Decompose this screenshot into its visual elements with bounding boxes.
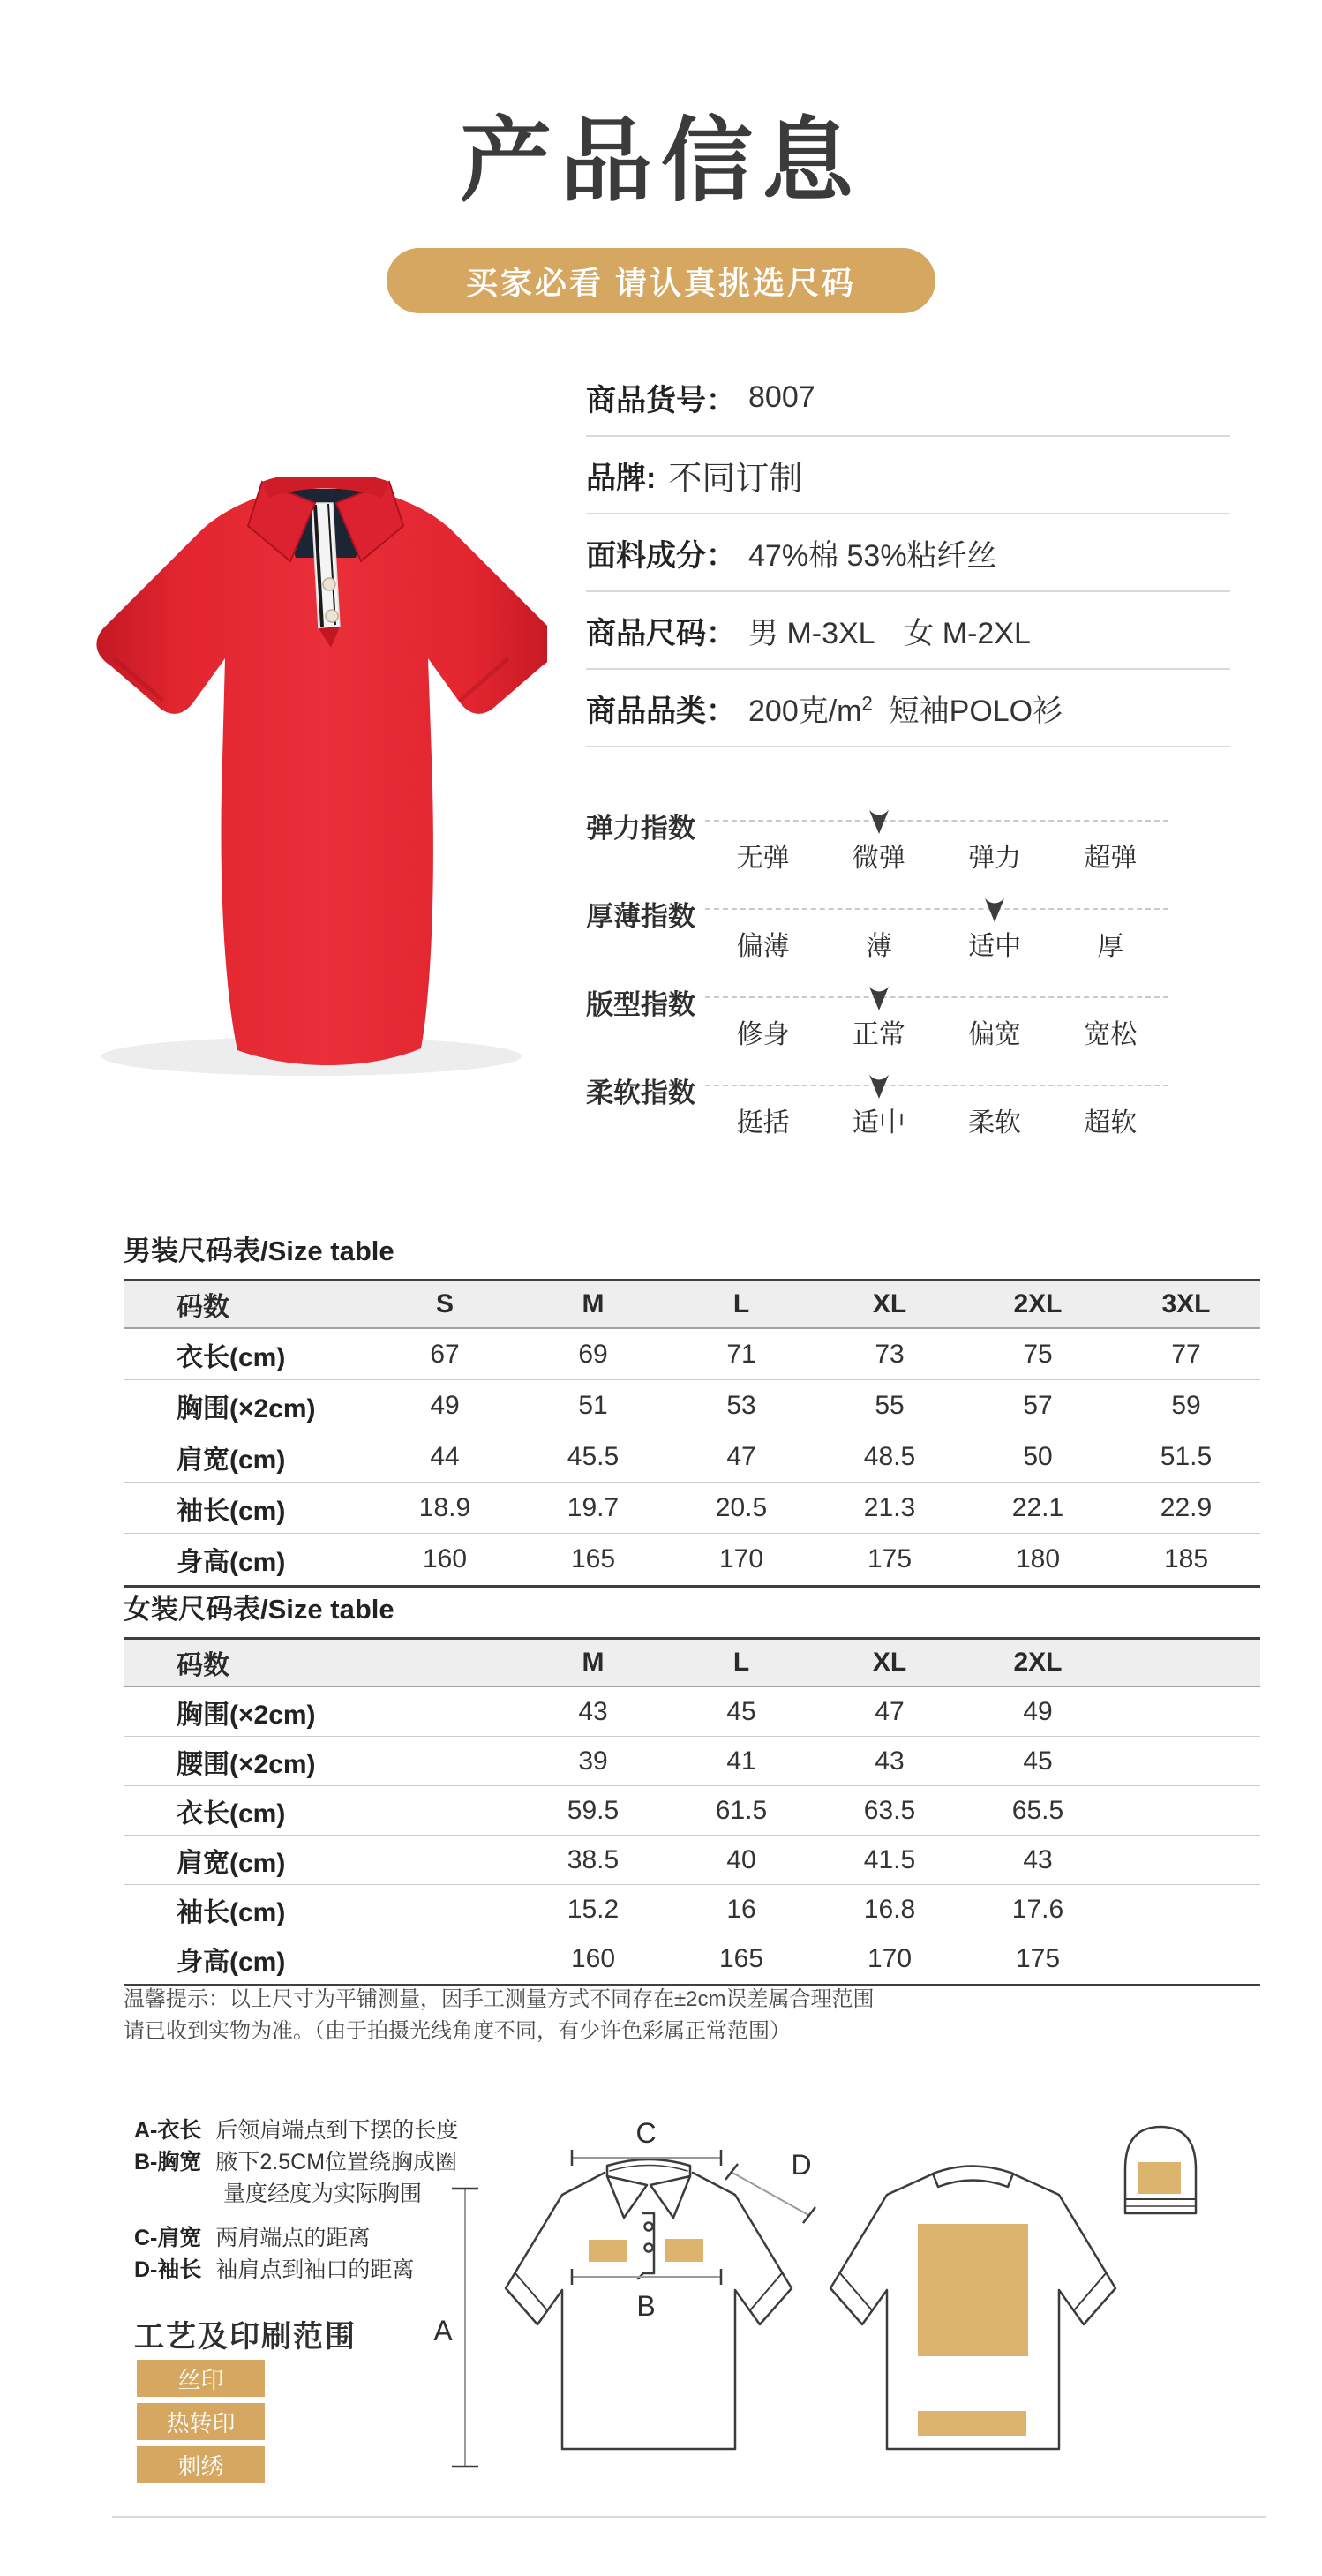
table-row [124,1534,1260,1585]
table-cell: 40 [726,1844,756,1874]
table-header-row [124,1640,1260,1687]
column-header: S [435,1289,454,1318]
diagram-label-a: A [433,2315,453,2347]
index-group-fit [586,965,1168,1053]
info-label: 商品尺码： [586,616,736,650]
table-cell: 15.2 [567,1894,620,1924]
index-option: 弹力 [968,844,1022,873]
row-label: 肩宽(cm) [177,1848,286,1878]
table-cell: 57 [1023,1390,1053,1420]
index-option: 柔软 [968,1108,1022,1138]
index-dashed-track [705,996,1168,998]
arrow-down-icon [984,897,1005,923]
page-title: 产品信息 [459,110,862,213]
table-cell: 175 [867,1544,913,1573]
table-row [124,1836,1260,1885]
column-header: L [732,1289,750,1318]
table-row [124,1786,1260,1836]
table-cell: 45 [726,1696,756,1726]
measurement-diagram [406,2100,1322,2515]
arrow-down-icon [868,1073,890,1100]
index-option: 挺括 [736,1108,790,1138]
info-row-brand [586,437,1230,514]
index-label: 柔软指数 [586,1078,695,1108]
table-row [124,1885,1260,1934]
row-label: 肩宽(cm) [177,1445,286,1475]
index-option: 宽松 [1084,1020,1138,1049]
index-option: 适中 [968,932,1022,961]
column-header: XL [872,1648,907,1677]
product-info-panel [586,359,1230,747]
table-cell: 55 [875,1390,905,1420]
table-cell: 45 [1023,1746,1053,1776]
table-cell: 17.6 [1011,1894,1064,1924]
polo-shirt-photo-illustration [75,477,547,1090]
notice-banner-text: 买家必看 请认真挑选尺码 [465,264,856,301]
men-size-table-title: 男装尺码表/Size table [124,1235,394,1266]
table-cell: 19.7 [567,1492,620,1522]
table-cell: 20.5 [715,1492,768,1522]
table-cell: 50 [1023,1441,1053,1471]
index-group-elasticity [586,788,1168,876]
index-option: 偏薄 [736,932,790,961]
table-cell: 160 [422,1544,468,1573]
table-cell: 43 [875,1746,905,1776]
arrow-down-icon [868,985,890,1011]
bottom-divider [112,2516,1266,2518]
info-label: 商品货号： [586,383,736,417]
table-row [124,1934,1260,1984]
table-cell: 65.5 [1011,1795,1064,1825]
index-option: 修身 [736,1020,790,1049]
table-cell: 21.3 [863,1492,916,1522]
index-dashed-track [705,908,1168,910]
column-header: 码数 [177,1651,229,1680]
table-cell: 59 [1171,1390,1201,1420]
note-desc: 袖肩点到袖口的距离 [215,2257,415,2282]
column-header: M [582,1648,605,1677]
table-cell: 185 [1163,1544,1209,1573]
row-label: 胸围(×2cm) [177,1700,316,1730]
column-header: M [582,1289,605,1318]
index-group-softness [586,1053,1168,1141]
info-row-item-no [586,359,1230,437]
table-cell: 71 [726,1339,756,1369]
index-option: 适中 [852,1108,905,1138]
table-cell: 47 [726,1441,756,1471]
table-cell: 39 [578,1746,608,1776]
warm-tips-line2: 请已收到实物为准。（由于拍摄光线角度不同，有少许色彩属正常范围） [124,2019,791,2043]
table-row [124,1431,1260,1483]
table-cell: 67 [430,1339,460,1369]
table-cell: 41.5 [863,1844,916,1874]
table-cell: 22.1 [1011,1492,1064,1522]
info-row-category [586,670,1230,747]
column-header: XL [872,1289,907,1318]
table-cell: 47 [875,1696,905,1726]
info-value: 200克$/m^2$ 短袖POLO衫 [748,692,1063,728]
table-cell: 43 [578,1696,608,1726]
table-cell: 16.8 [863,1894,916,1924]
note-desc: 腋下2.5CM位置绕胸成圈 [215,2150,458,2174]
row-label: 身高(cm) [177,1948,286,1977]
table-row [124,1380,1260,1431]
row-label: 胸围(×2cm) [177,1393,316,1423]
row-label: 袖长(cm) [177,1496,286,1526]
table-cell: 22.9 [1160,1492,1213,1522]
table-cell: 53 [726,1390,756,1420]
table-cell: 38.5 [567,1844,620,1874]
row-label: 袖长(cm) [177,1897,286,1927]
column-header: 2XL [1013,1289,1063,1318]
index-group-thickness [586,876,1168,965]
info-row-sizes [586,592,1230,670]
notice-banner [387,248,935,313]
table-row [124,1687,1260,1737]
column-header: 3XL [1161,1289,1211,1318]
superscript: 2 [861,692,873,715]
info-label: 面料成分： [586,538,736,573]
index-options [705,1012,1168,1051]
note-desc: 后领肩端点到下摆的长度 [215,2118,459,2143]
info-value: 8007 [748,379,815,414]
table [124,1279,1260,1588]
table-cell: 41 [726,1746,756,1776]
silk-print-button[interactable]: 丝印 [137,2360,265,2397]
index-options [705,924,1168,963]
info-label: 品牌: [586,461,657,495]
index-options [705,1100,1168,1139]
row-label: 腰围(×2cm) [177,1749,316,1779]
warm-tips-line1: 温馨提示：以上尺寸为平铺测量，因手工测量方式不同存在±2cm误差属合理范围 [124,1987,875,2011]
index-dashed-track [705,820,1168,822]
table-cell: 48.5 [863,1441,916,1471]
table-cell: 165 [570,1544,616,1573]
table-cell: 160 [570,1944,616,1973]
index-option: 正常 [852,1020,905,1049]
table-row [124,1329,1260,1380]
table-cell: 77 [1171,1339,1201,1369]
table-cell: 51 [578,1390,608,1420]
column-header: L [732,1648,750,1677]
index-option: 微弹 [852,844,905,873]
table-cell: 45.5 [567,1441,620,1471]
table-cell: 170 [867,1944,913,1973]
table-cell: 49 [430,1390,460,1420]
table-cell: 51.5 [1160,1441,1213,1471]
info-row-fabric [586,514,1230,592]
table-header-row [124,1281,1260,1329]
diagram-label-b: B [636,2290,656,2322]
note-label: C-肩宽 [134,2226,202,2250]
index-label: 厚薄指数 [586,901,695,932]
table-cell: 165 [718,1944,764,1973]
table-cell: 18.9 [418,1492,471,1522]
index-option: 厚 [1097,932,1124,961]
table-row [124,1737,1260,1786]
index-option: 偏宽 [968,1020,1022,1049]
note-label: B-胸宽 [134,2150,202,2174]
info-value: 47%棉 53%粘纤丝 [748,538,997,573]
index-label: 版型指数 [586,989,695,1020]
women-size-table [124,1587,1260,1986]
warm-tips [124,1984,1094,2047]
row-label: 身高(cm) [177,1548,286,1577]
men-size-table [124,1228,1260,1588]
info-value: 不同订制 [668,460,803,498]
index-option: 超软 [1084,1108,1138,1138]
info-label: 商品品类： [586,694,736,728]
index-dashed-track [705,1085,1168,1086]
row-label: 衣长(cm) [177,1342,286,1372]
heat-transfer-button[interactable]: 热转印 [137,2403,265,2440]
table-cell: 175 [1015,1944,1061,1973]
table-cell: 63.5 [863,1795,916,1825]
diagram-label-d: D [791,2149,812,2181]
note-desc: 两肩端点的距离 [215,2226,371,2250]
index-option: 无弹 [736,844,790,873]
table [124,1637,1260,1986]
table-cell: 73 [875,1339,905,1369]
index-label: 弹力指数 [586,813,695,844]
women-size-table-title: 女装尺码表/Size table [124,1594,394,1625]
table-cell: 43 [1023,1844,1053,1874]
table-cell: 59.5 [567,1795,620,1825]
arrow-down-icon [868,808,890,835]
column-header: 2XL [1013,1648,1063,1677]
embroidery-button[interactable]: 刺绣 [137,2446,265,2483]
note-label: A-衣长 [134,2118,202,2143]
column-header: 码数 [177,1293,229,1322]
table-cell: 170 [718,1544,764,1573]
table-cell: 69 [578,1339,608,1369]
table-cell: 49 [1023,1696,1053,1726]
table-cell: 61.5 [715,1795,768,1825]
table-cell: 180 [1015,1544,1061,1573]
info-value: 男 M-3XL 女 M-2XL [748,616,1031,650]
index-option: 薄 [865,932,892,961]
craft-section-title: 工艺及印刷范围 [134,2320,357,2354]
index-scales-panel [586,788,1168,1141]
note-label: D-袖长 [134,2257,202,2282]
table-cell: 75 [1023,1339,1053,1369]
craft-buttons [137,2360,265,2490]
shirt-measurement-diagram [406,2100,1322,2515]
table-row [124,1483,1260,1534]
diagram-label-c: C [635,2117,657,2149]
table-cell: 16 [726,1894,756,1924]
note-row-b-line2: 量度经度为实际胸围 [223,2182,423,2206]
product-photo [75,477,547,1090]
index-option: 超弹 [1084,844,1138,873]
index-options [705,836,1168,875]
table-cell: 44 [430,1441,460,1471]
row-label: 衣长(cm) [177,1799,286,1829]
